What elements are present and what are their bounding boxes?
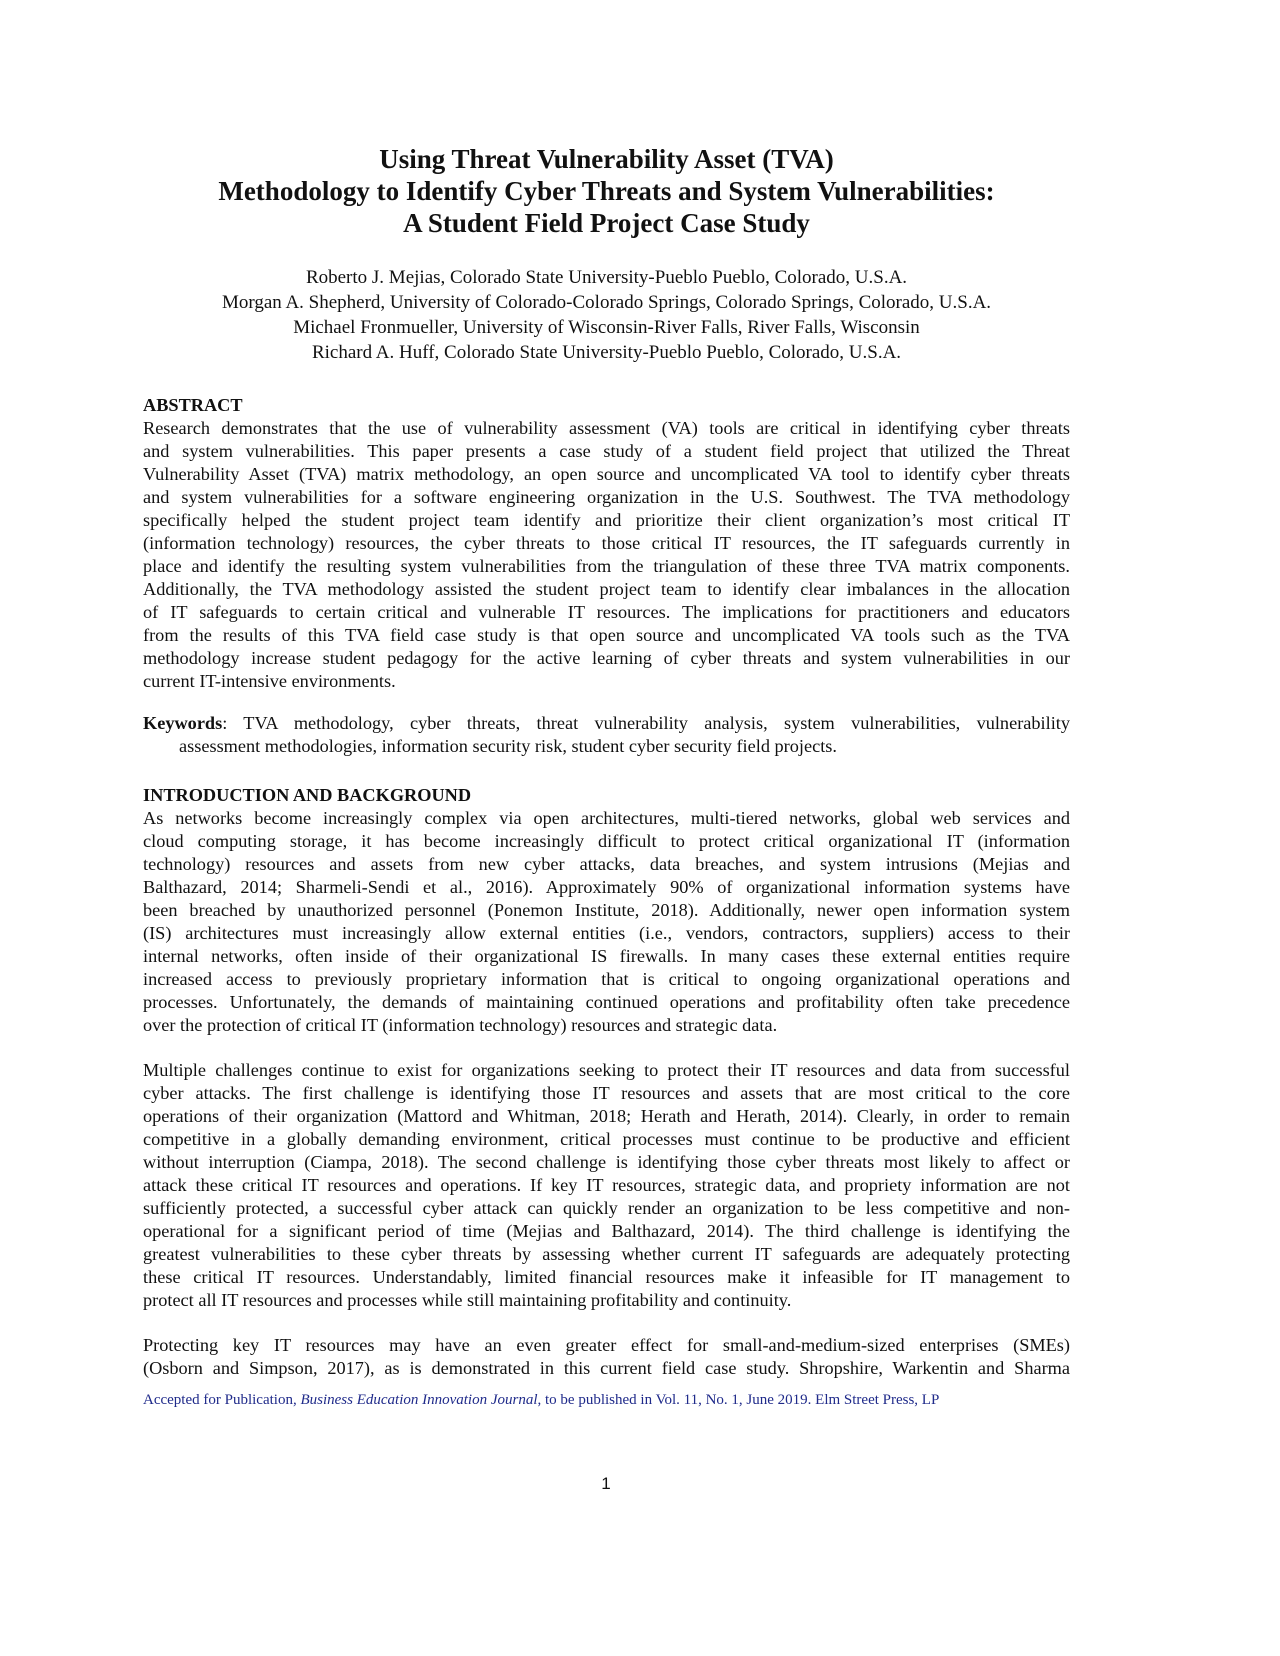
text-line: Additionally, the TVA methodology assisted the student project team to identify clear imbalances in the allocation	[143, 579, 1070, 599]
text-line: operations of their organization (Mattord and Whitman, 2018; Herath and Herath, 2014). Clearly, in order to remain	[143, 1106, 1070, 1126]
text-line: (IS) architectures must increasingly allow external entities (i.e., vendors, contractors, suppliers) access to their	[143, 923, 1070, 943]
author: Michael Fronmueller, University of Wisconsin-River Falls, River Falls, Wisconsin	[293, 317, 920, 338]
text-line: these critical IT resources. Understandably, limited financial resources make it infeasible for IT management to	[143, 1267, 1070, 1287]
text-line: Protecting key IT resources may have an even greater effect for small-and-medium-sized enterprises (SMEs)	[143, 1335, 1070, 1355]
author-list	[143, 265, 1070, 365]
text-line: As networks become increasingly complex via open architectures, multi-tiered networks, global web services and	[143, 808, 1070, 828]
text-line: and system vulnerabilities. This paper presents a case study of a student field project that utilized the Threat	[143, 441, 1070, 461]
text-line: operational for a significant period of time (Mejias and Balthazard, 2014). The third challenge is identifying the	[143, 1221, 1070, 1241]
publication-footer	[143, 1392, 1070, 1409]
text-line: Balthazard, 2014; Sharmeli-Sendi et al., 2016). Approximately 90% of organizational information systems have	[143, 877, 1070, 897]
text-line: over the protection of critical IT (information technology) resources and strategic data.	[143, 1015, 778, 1035]
text-line: been breached by unauthorized personnel (Ponemon Institute, 2018). Additionally, newer open information system	[143, 900, 1070, 920]
text-line: cloud computing storage, it has become increasingly difficult to protect critical organizational IT (information	[143, 831, 1070, 851]
intro-heading: INTRODUCTION AND BACKGROUND	[143, 785, 472, 805]
keywords-text-cont: assessment methodologies, information security risk, student cyber security field projects.	[179, 736, 837, 756]
footer-journal: Business Education Innovation Journal	[300, 1392, 538, 1408]
text-line: specifically helped the student project team identify and prioritize their client organization’s most critical IT	[143, 510, 1070, 530]
text-line: and system vulnerabilities for a software engineering organization in the U.S. Southwest. The TVA methodology	[143, 487, 1070, 507]
text-line: from the results of this TVA field case study is that open source and uncomplicated VA tools such as the TVA	[143, 625, 1070, 645]
title-line: Using Threat Vulnerability Asset (TVA)	[379, 144, 834, 174]
abstract-section	[143, 394, 1070, 693]
intro-paragraph-2	[143, 1059, 1070, 1312]
text-line: Research demonstrates that the use of vulnerability assessment (VA) tools are critical in identifying cyber threats	[143, 418, 1070, 438]
text-line: (information technology) resources, the cyber threats to those critical IT resources, the IT safeguards currently in	[143, 533, 1070, 553]
keywords	[143, 712, 1070, 758]
intro-paragraph-3	[143, 1334, 1070, 1380]
footer-suffix: , to be published in Vol. 11, No. 1, June 2019. Elm Street Press, LP	[537, 1392, 940, 1408]
text-line: without interruption (Ciampa, 2018). The second challenge is identifying those cyber threats most likely to affect or	[143, 1152, 1070, 1172]
author: Richard A. Huff, Colorado State University-Pueblo Pueblo, Colorado, U.S.A.	[311, 342, 902, 363]
text-line: attack these critical IT resources and operations. If key IT resources, strategic data, and propriety information are not	[143, 1175, 1070, 1195]
text-line: processes. Unfortunately, the demands of maintaining continued operations and profitability often take precedence	[143, 992, 1070, 1012]
text-line: protect all IT resources and processes while still maintaining profitability and continuity.	[143, 1290, 792, 1310]
text-line: of IT safeguards to certain critical and vulnerable IT resources. The implications for practitioners and educators	[143, 602, 1070, 622]
keywords-text: : TVA methodology, cyber threats, threat vulnerability analysis, system vulnerabilities, vulnerability	[222, 713, 1070, 733]
title-line: Methodology to Identify Cyber Threats and System Vulnerabilities:	[218, 176, 995, 206]
author: Morgan A. Shepherd, University of Colorado-Colorado Springs, Colorado Springs, Colorado, U.S.A.	[221, 292, 992, 313]
text-line: internal networks, often inside of their organizational IS firewalls. In many cases these external entities require	[143, 946, 1070, 966]
text-line: Vulnerability Asset (TVA) matrix methodology, an open source and uncomplicated VA tool to identify cyber threats	[143, 464, 1070, 484]
paper-title	[143, 143, 1070, 239]
abstract-heading: ABSTRACT	[143, 395, 243, 415]
page-number: 1	[601, 1474, 611, 1493]
title-line: A Student Field Project Case Study	[403, 208, 810, 238]
text-line: Multiple challenges continue to exist for organizations seeking to protect their IT resources and data from successful	[143, 1060, 1070, 1080]
author: Roberto J. Mejias, Colorado State University-Pueblo Pueblo, Colorado, U.S.A.	[305, 267, 908, 288]
text-line: competitive in a globally demanding environment, critical processes must continue to be productive and efficient	[143, 1129, 1070, 1149]
text-line: current IT-intensive environments.	[143, 671, 396, 691]
keywords-label: Keywords	[143, 713, 223, 733]
intro-section	[143, 784, 1070, 1380]
text-line: sufficiently protected, a successful cyber attack can quickly render an organization to be less competitive and non-	[143, 1198, 1070, 1218]
intro-paragraph-1	[143, 807, 1070, 1037]
text-line: greatest vulnerabilities to these cyber threats by assessing whether current IT safeguards are adequately protecting	[143, 1244, 1070, 1264]
text-line: cyber attacks. The first challenge is identifying those IT resources and assets that are most critical to the core	[143, 1083, 1070, 1103]
text-line: place and identify the resulting system vulnerabilities from the triangulation of these three TVA matrix components.	[143, 556, 1070, 576]
text-line: increased access to previously proprietary information that is critical to ongoing organizational operations and	[143, 969, 1070, 989]
abstract-body	[143, 417, 1070, 693]
footer-prefix: Accepted for Publication,	[143, 1392, 301, 1408]
text-line: technology) resources and assets from new cyber attacks, data breaches, and system intrusions (Mejias and	[143, 854, 1070, 874]
text-line: (Osborn and Simpson, 2017), as is demonstrated in this current field case study. Shropshire, Warkentin and Sharma	[143, 1358, 1070, 1378]
text-line: methodology increase student pedagogy for the active learning of cyber threats and system vulnerabilities in our	[143, 648, 1070, 668]
